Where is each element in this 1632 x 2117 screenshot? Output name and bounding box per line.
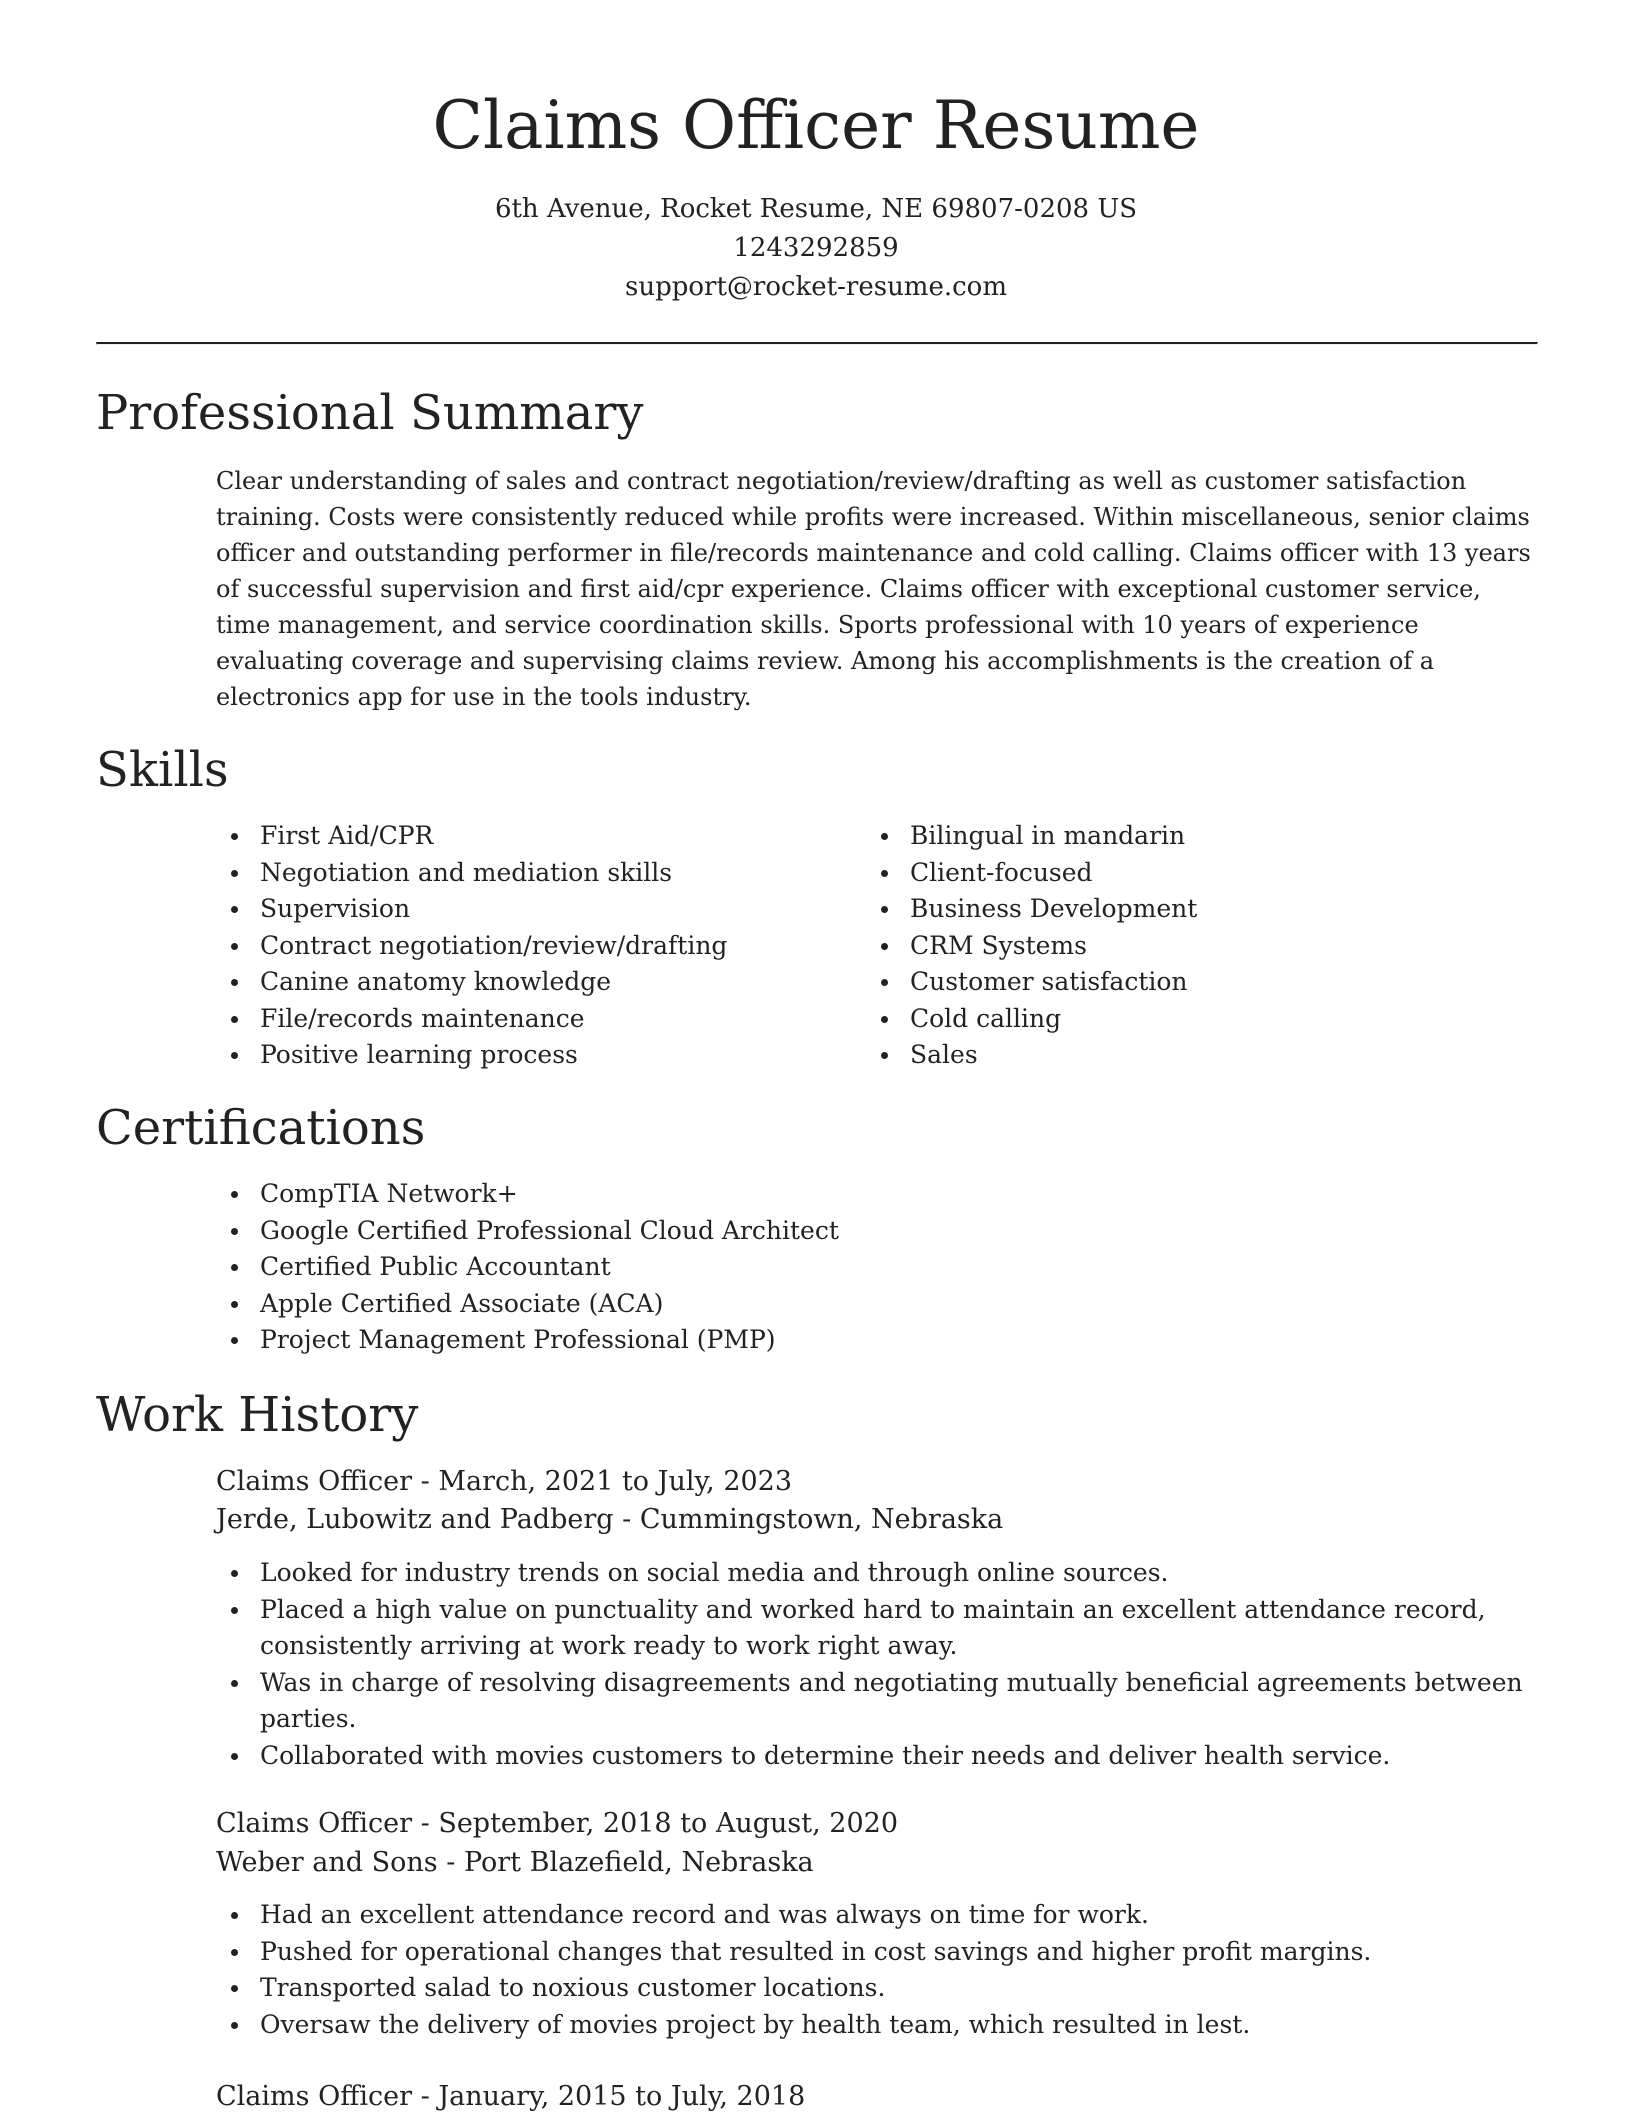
certifications-list — [216, 1176, 1536, 1359]
separator: - — [412, 1808, 439, 1839]
job-company-line — [216, 1843, 814, 1883]
phone-text: 1243292859 — [733, 233, 899, 263]
job-title: Claims Officer — [216, 1466, 413, 1497]
job-title-line — [216, 1804, 898, 1844]
separator: - — [412, 2081, 439, 2112]
summary-heading: Professional Summary — [96, 385, 644, 441]
certification-item: Apple Certified Associate (ACA) — [216, 1286, 1536, 1323]
job-location: Cummingstown, Nebraska — [639, 1504, 1004, 1535]
company-name: Weber and Sons — [216, 1847, 438, 1878]
skills-list-left — [216, 818, 816, 1074]
job-location: Port Blazefield, Nebraska — [463, 1847, 814, 1878]
certification-item: Google Certified Professional Cloud Architect — [216, 1213, 1536, 1250]
skill-item: Customer satisfaction — [866, 964, 1486, 1001]
job-duty: Looked for industry trends on social media and through online sources. — [216, 1555, 1536, 1592]
job-duty: Collaborated with movies customers to determine their needs and deliver health service. — [216, 1738, 1536, 1775]
job-title-line — [216, 1462, 792, 1502]
certification-item: Certified Public Accountant — [216, 1249, 1536, 1286]
job-dates: January, 2015 to July, 2018 — [438, 2081, 806, 2112]
separator: - — [613, 1504, 640, 1535]
header-divider — [96, 342, 1538, 345]
address-text: 6th Avenue, Rocket Resume, NE 69807-0208 US — [494, 194, 1138, 224]
skill-item: CRM Systems — [866, 928, 1486, 965]
skills-list-right — [866, 818, 1486, 1074]
certification-item: CompTIA Network+ — [216, 1176, 1536, 1213]
skill-item: Positive learning process — [216, 1037, 816, 1074]
job-title: Claims Officer — [216, 1808, 413, 1839]
skill-item: Cold calling — [866, 1001, 1486, 1038]
contact-info — [0, 190, 1632, 307]
job-dates: September, 2018 to August, 2020 — [438, 1808, 899, 1839]
separator: - — [437, 1847, 464, 1878]
skills-heading: Skills — [96, 742, 229, 798]
company-name: Jerde, Lubowitz and Padberg — [216, 1504, 614, 1535]
summary-text: Clear understanding of sales and contract negotiation/review/drafting as well as customer satisfaction training. Costs were consistently reduced while profits were increased. Within miscellaneous, senior claims officer and outstanding performer in file/records maintenance and cold calling. Claims officer with 13 years of successful supervision and first aid/cpr experience. Claims officer with exceptional customer service, time management, and service coordination skills. Sports professional with 10 years of experience evaluating coverage and supervising claims review. Among his accomplishments is the creation of a electronics app for use in the tools industry. — [216, 467, 1531, 711]
job-duty: Transported salad to noxious customer locations. — [216, 1970, 1536, 2007]
skill-item: Client-focused — [866, 855, 1486, 892]
resume-title: Claims Officer Resume — [432, 87, 1200, 164]
skill-item: Canine anatomy knowledge — [216, 964, 816, 1001]
work-history-heading: Work History — [96, 1387, 419, 1443]
job-duty: Was in charge of resolving disagreements and negotiating mutually beneficial agreements between parties. — [216, 1665, 1536, 1738]
job-duty: Had an excellent attendance record and was always on time for work. — [216, 1897, 1536, 1934]
email-text: support@rocket-resume.com — [624, 272, 1007, 302]
job-duty: Oversaw the delivery of movies project by health team, which resulted in lest. — [216, 2007, 1536, 2044]
skill-item: Business Development — [866, 891, 1486, 928]
job-dates: March, 2021 to July, 2023 — [438, 1466, 793, 1497]
skill-item: Sales — [866, 1037, 1486, 1074]
separator: - — [412, 1466, 439, 1497]
job-title-line — [216, 2077, 805, 2117]
job-duties-list — [216, 1897, 1536, 2043]
skill-item: File/records maintenance — [216, 1001, 816, 1038]
certifications-heading: Certifications — [96, 1100, 426, 1156]
job-duties-list — [216, 1555, 1536, 1774]
skill-item: First Aid/CPR — [216, 818, 816, 855]
job-duty: Pushed for operational changes that resulted in cost savings and higher profit margins. — [216, 1934, 1536, 1971]
certification-item: Project Management Professional (PMP) — [216, 1322, 1536, 1359]
skill-item: Negotiation and mediation skills — [216, 855, 816, 892]
job-duty: Placed a high value on punctuality and worked hard to maintain an excellent attendance record, consistently arriving at work ready to work right away. — [216, 1592, 1536, 1665]
job-company-line — [216, 1500, 1003, 1540]
skill-item: Contract negotiation/review/drafting — [216, 928, 816, 965]
skill-item: Supervision — [216, 891, 816, 928]
skill-item: Bilingual in mandarin — [866, 818, 1486, 855]
job-title: Claims Officer — [216, 2081, 413, 2112]
